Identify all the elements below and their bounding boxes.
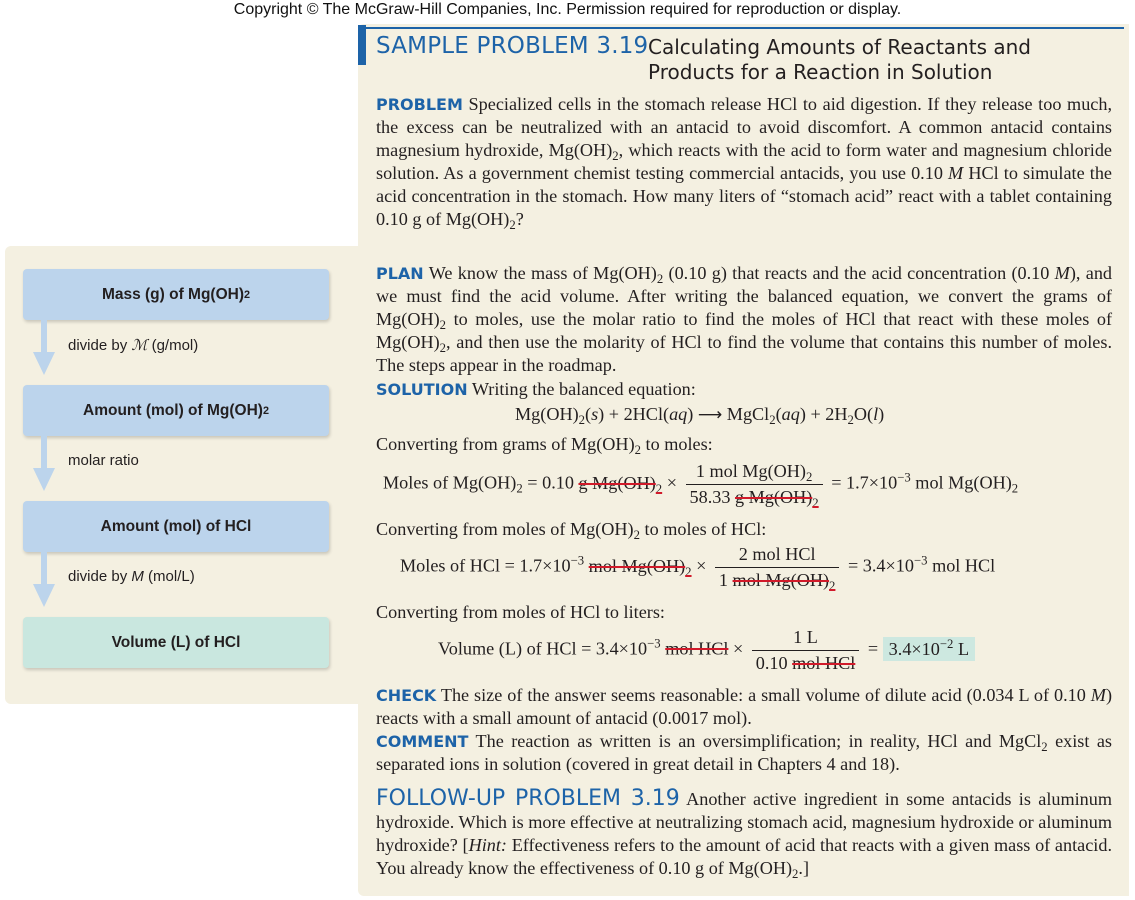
down-arrow-icon bbox=[33, 436, 55, 491]
eq3-cancel-unit: mol HCl bbox=[665, 638, 729, 659]
roadmap-step-molar-ratio: molar ratio bbox=[68, 452, 139, 469]
eq2-lhs: Moles of HCl = 1.7×10 bbox=[400, 555, 571, 576]
roadmap-step-text: (g/mol) bbox=[147, 337, 199, 354]
hint-label: Hint: bbox=[468, 835, 507, 855]
eq1-cancel-text: g Mg(OH) bbox=[578, 472, 656, 493]
eq3-numerator: 1 L bbox=[793, 627, 818, 647]
roadmap-step-molar-mass bbox=[68, 336, 198, 354]
roadmap-step-molarity bbox=[68, 568, 195, 585]
eq2-denominator: 1 bbox=[718, 570, 728, 590]
plan-text: (0.10 g) that reacts and the acid concentration (0.10 bbox=[663, 263, 1055, 283]
eq1-den-cancel: g Mg(OH) bbox=[734, 487, 813, 507]
plan-text: ), and we must find the acid volume. After writing the balanced equation, we convert the grams of Mg(OH) bbox=[376, 263, 1113, 329]
eq3-den-cancel: mol HCl bbox=[792, 653, 856, 673]
eq2-result: = 3.4×10 bbox=[847, 555, 914, 576]
final-answer-exponent: −2 bbox=[939, 636, 954, 651]
balanced-equation: $Mg(OH)_2(s) + 2HCl(aq)$ ⟶ MgCl$_2$(aq) + $2H_2O(l)$ bbox=[515, 404, 885, 427]
molarity-symbol: M bbox=[1090, 685, 1106, 705]
eq2-cancel-unit: mol $Mg(OH)_2$ bbox=[588, 555, 692, 579]
conversion-3-text bbox=[376, 601, 1112, 624]
roadmap-step-text: divide by bbox=[68, 337, 132, 354]
conversion-2-text: Converting from moles of $Mg(OH)_2$ to moles of HCl: bbox=[376, 519, 767, 542]
sample-problem-title bbox=[648, 35, 1108, 85]
roadmap-box-label: Mass (g) of Mg(OH) bbox=[101, 285, 245, 303]
plan-text: We know the mass of Mg(OH) bbox=[428, 263, 657, 283]
down-arrow-icon bbox=[33, 320, 55, 375]
equation-moles-hcl: Moles of HCl = $1.7\times 10^{-3}$ mol $Mg(OH)_2$ × $\frac{\text{2 mol HCl}}{1 mol Mg(OH)_2}$ = $3.4\times 10^{-3}$ mol HCl bbox=[400, 544, 996, 593]
solution-label: SOLUTION bbox=[376, 380, 468, 399]
followup-text: Effectiveness refers to the amount of acid that reacts with a given mass of antacid. You already know the effectiveness of 0.10 g of Mg(OH) bbox=[376, 835, 1112, 878]
roadmap-box-label: Amount (mol) of HCl bbox=[100, 517, 252, 535]
eq1-unit: mol Mg(OH) bbox=[915, 472, 1012, 493]
conversion-text: Converting from moles of HCl to liters: bbox=[376, 602, 665, 622]
conversion-text: to moles: bbox=[641, 434, 713, 454]
eq1-denominator: 58.33 bbox=[689, 487, 731, 507]
eq1-fraction: $\frac{1 mol Mg(OH)_2}{58.33 g Mg(OH)_2}$ bbox=[686, 461, 823, 508]
equation-moles-mgoh2: Moles of $Mg(OH)_2 = 0.10$ g $Mg(OH)_2$ × $\frac{1 mol Mg(OH)_2}{58.33 g Mg(OH)_2}$ = $1.7\times 10^{-3}$ mol $Mg(OH)_2$ bbox=[383, 461, 1019, 510]
comment-label: COMMENT bbox=[376, 732, 469, 751]
problem-text: Specialized cells in the stomach release HCl to aid digestion. If they release too much, the excess can be neutralized with an antacid to avoid discomfort. A common antacid contains magnesium hydroxide, Mg(OH) bbox=[376, 94, 1113, 160]
solution-intro: Writing the balanced equation: bbox=[471, 379, 696, 399]
conversion-text: Converting from grams of Mg(OH) bbox=[376, 434, 635, 454]
problem-section: PROBLEM Specialized cells in the stomach release HCl to aid digestion. If they release too much, the excess can be neutralized with an antacid to avoid discomfort. A common antacid contains magnesium hydroxide, $Mg(OH)_2$, which reacts with the acid to form water and magnesium chloride solution. As a government chemist testing commercial antacids, you use 0.10 M HCl to simulate the acid concentration in the stomach. How many liters of “stomach acid” react with a tablet containing 0.10 g of $Mg(OH)_2$? bbox=[376, 94, 1113, 232]
roadmap-box-label: Volume (L) of HCl bbox=[111, 633, 241, 651]
eq3-exponent: −3 bbox=[647, 636, 661, 651]
eq3-fraction bbox=[752, 627, 860, 674]
eq2-cancel-text: mol Mg(OH) bbox=[588, 555, 686, 576]
eq1-lhs: Moles of Mg(OH) bbox=[383, 472, 517, 493]
eq2-numerator: 2 mol HCl bbox=[738, 544, 816, 564]
roadmap-mass-mgoh2: Mass (g) of Mg(OH) 2 bbox=[23, 269, 329, 320]
roadmap-step-text: divide by bbox=[68, 568, 132, 585]
title-line-1: Calculating Amounts of Reactants and bbox=[648, 35, 1031, 59]
roadmap-step-text: (mol/L) bbox=[143, 568, 195, 585]
problem-text: HCl to simulate the acid concentration in the stomach. How many liters of “stomach acid” react with a tablet containing 0.10 g of Mg(OH) bbox=[376, 163, 1112, 229]
check-label: CHECK bbox=[376, 686, 437, 705]
eq1-mass: = 0.10 bbox=[527, 472, 574, 493]
down-arrow-icon bbox=[33, 552, 55, 607]
comment-text: The reaction as written is an oversimplification; in reality, HCl and MgCl bbox=[475, 731, 1042, 751]
eq1-numerator: 1 mol Mg(OH) bbox=[695, 461, 806, 481]
eq3-equals: = bbox=[867, 638, 879, 659]
sample-problem-label: SAMPLE PROBLEM 3.19 bbox=[376, 33, 649, 59]
equation-volume-hcl: Volume (L) of HCl = $3.4\times 10^{-3}$ mol HCl × $\frac{1 L}{\text{0.10 mol HCl}}$ = $3.4\times 10^{-2}$ L bbox=[438, 627, 975, 674]
problem-label: PROBLEM bbox=[376, 95, 463, 114]
check-text: The size of the answer seems reasonable: a small volume of dilute acid (0.034 L of 0.10 bbox=[440, 685, 1091, 705]
roadmap-amount-mgoh2: Amount (mol) of Mg(OH) 2 bbox=[23, 385, 329, 436]
eq1-exponent: −3 bbox=[897, 470, 911, 485]
check-section bbox=[376, 684, 1112, 730]
plan-label: PLAN bbox=[376, 264, 424, 283]
plan-text: to moles, use the molar ratio to find the moles of HCl that react with these moles of Mg(OH) bbox=[376, 309, 1112, 352]
molar-mass-symbol: ℳ bbox=[131, 336, 148, 354]
roadmap-box-label: Amount (mol) of Mg(OH) bbox=[83, 401, 263, 419]
final-answer-highlight bbox=[883, 637, 975, 661]
eq3-lhs: Volume (L) of HCl = 3.4×10 bbox=[438, 638, 648, 659]
comment-text: exist as separated ions in solution (covered in great detail in Chapters 4 and 18). bbox=[376, 731, 1112, 774]
followup-text: .] bbox=[798, 858, 810, 878]
eq3-denominator: 0.10 bbox=[755, 653, 788, 673]
molarity-symbol: M bbox=[948, 163, 964, 183]
roadmap-volume-hcl bbox=[23, 617, 329, 668]
eq2-den-cancel: mol Mg(OH) bbox=[732, 570, 830, 590]
molarity-symbol: M bbox=[131, 568, 144, 585]
followup-text: Another active ingredient in some antacids is aluminum hydroxide. Which is more effective at neutralizing stomach acid, magnesium hydroxide or aluminum hydroxide? [ bbox=[376, 789, 1112, 855]
eq2-result-exponent: −3 bbox=[913, 553, 928, 568]
check-text: ) reacts with a small amount of antacid (0.0017 mol). bbox=[376, 685, 1112, 728]
eq2-fraction: $\frac{\text{2 mol HCl}}{1 mol Mg(OH)_2}$ bbox=[715, 544, 840, 591]
conversion-text: Converting from moles of Mg(OH) bbox=[376, 519, 634, 539]
title-accent-bar bbox=[358, 25, 366, 65]
plan-section: PLAN We know the mass of $Mg(OH)_2$ (0.10 g) that reacts and the acid concentration (0.10 M), and we must find the acid volume. After writing the balanced equation, we convert the grams of $Mg(OH)_2$ to moles, use the molar ratio to find the moles of HCl that react with these moles of $Mg(OH)_2$, and then use the molarity of HCl to find the volume that contains this number of moles. The steps appear in the roadmap. bbox=[376, 263, 1113, 375]
eq1-cancel-unit: g $Mg(OH)_2$ bbox=[578, 472, 663, 496]
eq1-result: = 1.7×10 bbox=[831, 472, 898, 493]
conversion-1-text: Converting from grams of $Mg(OH)_2$ to moles: bbox=[376, 434, 713, 457]
eq2-unit: mol HCl bbox=[932, 555, 996, 576]
copyright-notice: Copyright © The McGraw-Hill Companies, Inc. Permission required for reproduction or display. bbox=[233, 1, 902, 18]
followup-label: FOLLOW-UP PROBLEM 3.19 bbox=[376, 786, 680, 811]
followup-section: FOLLOW-UP PROBLEM 3.19 Another active ingredient in some antacids is aluminum hydroxide. Which is more effective at neutralizing stomach acid, magnesium hydroxide or aluminum hydroxide? [Hint: Effectiveness refers to the amount of acid that reacts with a given mass of antacid. You already know the effectiveness of 0.10 g of $Mg(OH)_2$.] bbox=[376, 786, 1112, 881]
title-rule bbox=[364, 27, 1124, 29]
problem-text: , which reacts with the acid to form water and magnesium chloride solution. As a government chemist testing commercial antacids, you use 0.10 bbox=[376, 140, 1112, 183]
final-answer: 3.4×10 bbox=[888, 638, 940, 659]
molarity-symbol: M bbox=[1054, 263, 1070, 283]
comment-section: COMMENT The reaction as written is an oversimplification; in reality, HCl and MgCl$_2$ exist as separated ions in solution (covered in great detail in Chapters 4 and 18). bbox=[376, 731, 1112, 774]
solution-heading bbox=[376, 378, 1112, 401]
final-answer-unit: L bbox=[957, 638, 970, 659]
roadmap-amount-hcl bbox=[23, 501, 329, 552]
plan-text: , and then use the molarity of HCl to find the volume that contains this number of moles. The steps appear in the roadmap. bbox=[376, 332, 1112, 375]
eq2-exponent: −3 bbox=[570, 553, 585, 568]
conversion-text: to moles of HCl: bbox=[640, 519, 767, 539]
problem-text: ? bbox=[515, 209, 524, 229]
title-line-2: Products for a Reaction in Solution bbox=[648, 60, 993, 84]
